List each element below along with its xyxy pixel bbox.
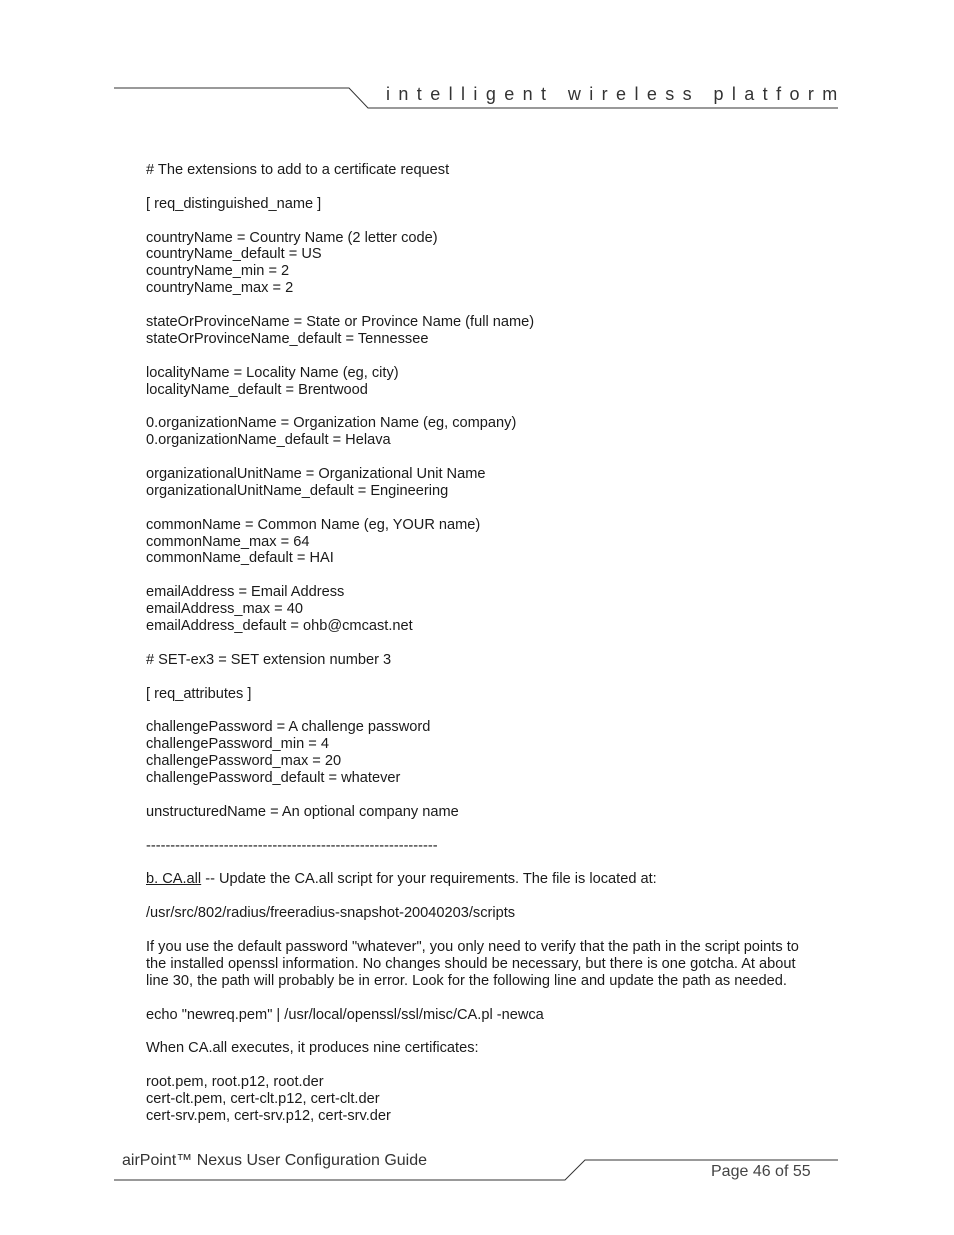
- caall-text: -- Update the CA.all script for your requirements. The file is located at:: [201, 871, 657, 888]
- text-line: countryName_default = US: [146, 246, 322, 263]
- text-line: countryName = Country Name (2 letter code): [146, 229, 438, 246]
- text-line: organizationalUnitName = Organizational Unit Name: [146, 466, 486, 483]
- caall-label: b. CA.all: [146, 871, 202, 888]
- text-line: 0.organizationName_default = Helava: [146, 432, 391, 449]
- echo-command: echo "newreq.pem" | /usr/local/openssl/ssl/misc/CA.pl -newca: [146, 1006, 544, 1023]
- text-line: emailAddress_max = 40: [146, 601, 303, 618]
- caall-heading: [146, 871, 816, 888]
- text-line: stateOrProvinceName_default = Tennessee: [146, 330, 429, 347]
- text-line: countryName_min = 2: [146, 263, 290, 280]
- text-line: # The extensions to add to a certificate request: [146, 162, 450, 178]
- text-line: localityName_default = Brentwood: [146, 381, 368, 398]
- page-number: Page 46 of 55: [711, 1163, 811, 1180]
- script-path: /usr/src/802/radius/freeradius-snapshot-20040203/scripts: [146, 905, 516, 922]
- text-line: commonName = Common Name (eg, YOUR name): [146, 516, 481, 533]
- page-body: [146, 162, 816, 1125]
- text-line: emailAddress = Email Address: [146, 584, 345, 601]
- text-line: challengePassword_default = whatever: [146, 770, 401, 787]
- cert-list-line: root.pem, root.p12, root.der: [146, 1074, 324, 1091]
- text-line: # SET-ex3 = SET extension number 3: [146, 651, 392, 668]
- cert-list-line: cert-clt.pem, cert-clt.p12, cert-clt.der: [146, 1091, 380, 1108]
- text-line: 0.organizationName = Organization Name (eg, company): [146, 415, 517, 432]
- text-line: stateOrProvinceName = State or Province Name (full name): [146, 314, 535, 331]
- cert-list-line: cert-srv.pem, cert-srv.p12, cert-srv.der: [146, 1107, 391, 1124]
- text-line: challengePassword = A challenge password: [146, 719, 431, 736]
- text-line: countryName_max = 2: [146, 280, 294, 297]
- text-line: challengePassword_min = 4: [146, 736, 329, 753]
- paragraph: If you use the default password "whatever", you only need to verify that the path in the script points to the installed openssl information. No changes should be necessary, but there is one gotcha. At about line 30, the path will probably be in error. Look for the following line and update the path as needed.: [146, 938, 799, 989]
- text-line: organizationalUnitName_default = Engineering: [146, 482, 449, 499]
- text-line: commonName_max = 64: [146, 533, 310, 550]
- text-line: challengePassword_max = 20: [146, 753, 342, 770]
- text-line: emailAddress_default = ohb@cmcast.net: [146, 618, 413, 635]
- text-line: [ req_distinguished_name ]: [146, 195, 322, 212]
- text-line: unstructuredName = An optional company name: [146, 803, 459, 820]
- header-tagline: intelligent wireless platform: [386, 84, 846, 104]
- text-line: commonName_default = HAI: [146, 550, 334, 567]
- separator-line: ------------------------------------------------------------: [146, 837, 438, 854]
- text-line: [ req_attributes ]: [146, 685, 252, 702]
- paragraph: When CA.all executes, it produces nine certificates:: [146, 1040, 479, 1057]
- text-line: localityName = Locality Name (eg, city): [146, 364, 399, 381]
- footer-title: airPoint™ Nexus User Configuration Guide: [122, 1152, 428, 1169]
